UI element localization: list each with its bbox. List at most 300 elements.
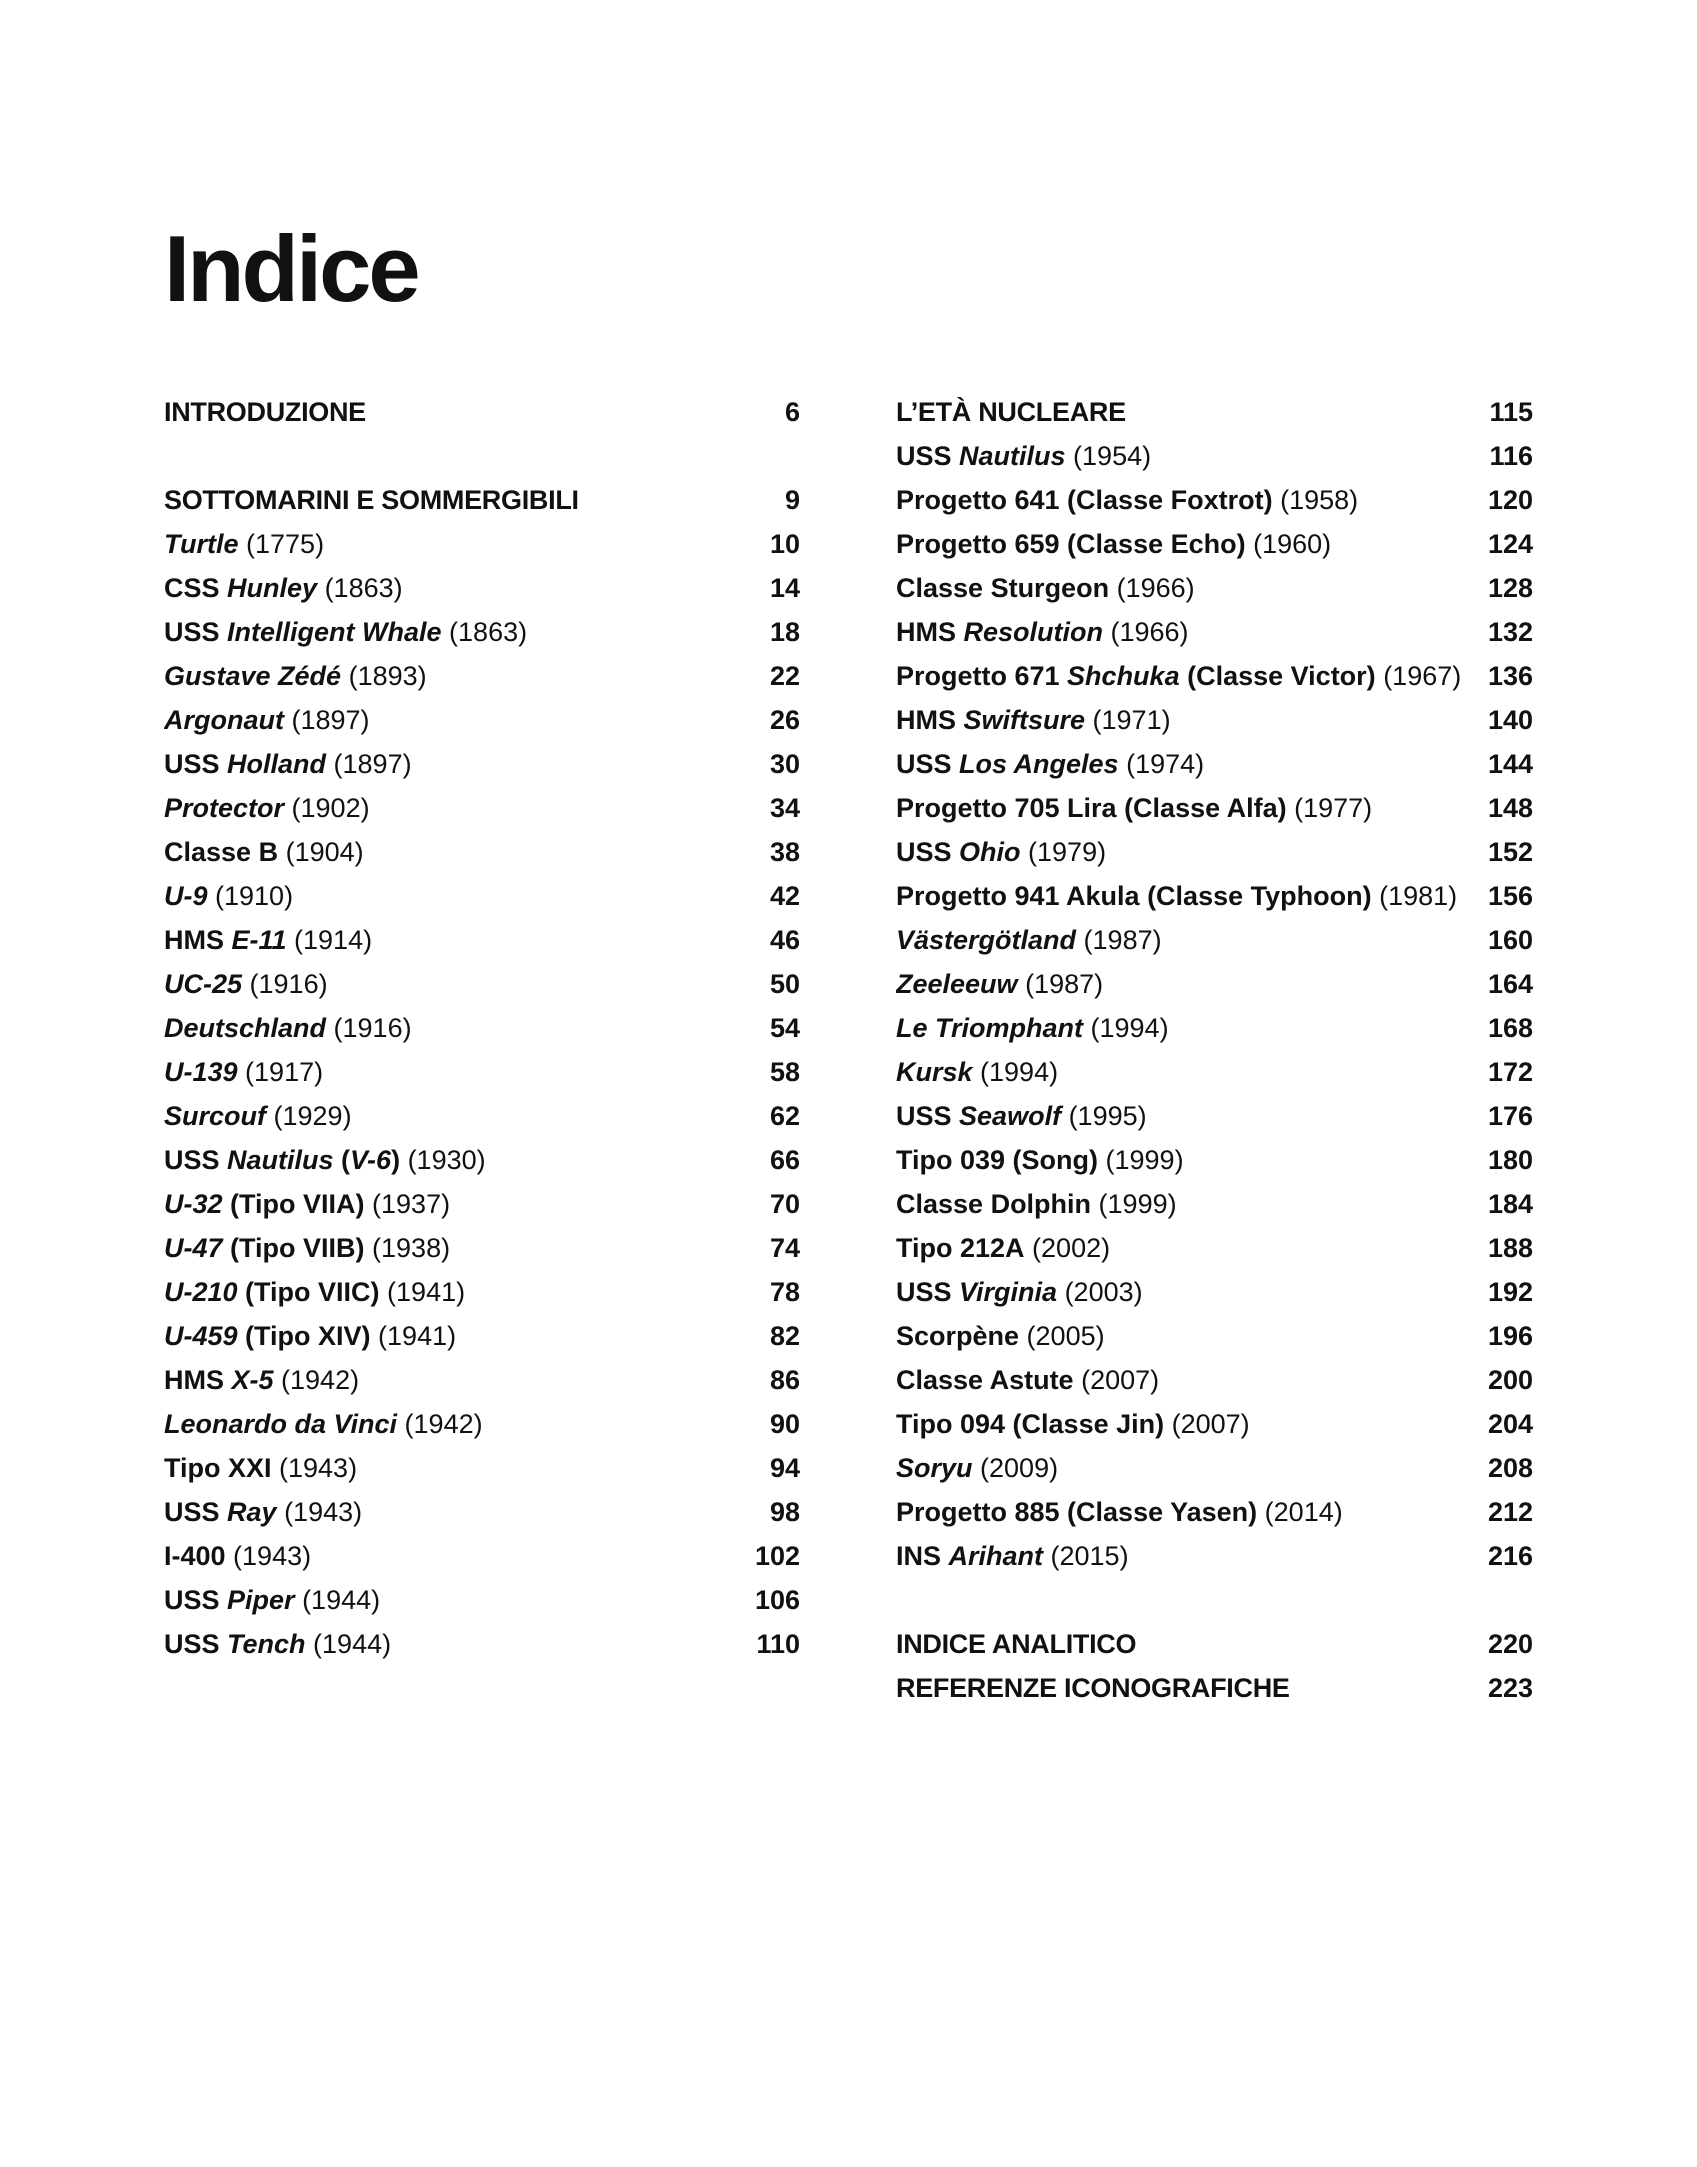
- toc-title-segment: USS: [164, 1629, 228, 1659]
- toc-title-segment: Le Triomphant: [896, 1013, 1084, 1043]
- toc-entry-row: [164, 1622, 800, 1666]
- toc-page-number: 62: [769, 1101, 800, 1131]
- toc-spacer: [896, 1578, 1533, 1622]
- toc-entry-row: [896, 1534, 1533, 1578]
- toc-page-number: 102: [754, 1541, 800, 1571]
- toc-title-segment: (1974): [1118, 749, 1205, 779]
- toc-title-segment: USS: [896, 1101, 960, 1131]
- toc-page-number: 6: [784, 397, 800, 427]
- toc-title-segment: (1941): [379, 1277, 466, 1307]
- toc-left-column: [164, 390, 800, 1666]
- toc-title-segment: (1994): [972, 1057, 1059, 1087]
- toc-right-column: [896, 390, 1533, 1710]
- toc-page-number: 132: [1487, 617, 1533, 647]
- toc-title-segment: L’ETÀ NUCLEARE: [896, 397, 1126, 427]
- toc-title-segment: I-400: [164, 1541, 226, 1571]
- toc-title-segment: (2005): [1019, 1321, 1105, 1351]
- toc-title-segment: Tipo 094 (Classe Jin): [896, 1409, 1165, 1439]
- toc-entry-title: [896, 1182, 1177, 1226]
- toc-title-segment: (1938): [364, 1233, 451, 1263]
- toc-page-number: 188: [1487, 1233, 1533, 1263]
- toc-title-segment: (2007): [1164, 1409, 1250, 1439]
- toc-title-segment: ): [391, 1145, 401, 1175]
- toc-title-segment: (1977): [1286, 793, 1373, 823]
- toc-title-segment: (1893): [341, 661, 427, 691]
- toc-title-segment: USS: [896, 1277, 960, 1307]
- toc-entry-title: [164, 478, 579, 522]
- toc-title-segment: (Tipo XIV): [237, 1321, 371, 1351]
- toc-entry-row: [896, 1138, 1533, 1182]
- toc-title-segment: Leonardo da Vinci: [164, 1409, 398, 1439]
- toc-entry-row: [164, 1270, 800, 1314]
- toc-page-number: 184: [1487, 1189, 1533, 1219]
- toc-page-number: 180: [1487, 1145, 1533, 1175]
- toc-page-number: 54: [769, 1013, 800, 1043]
- toc-title-segment: (1937): [364, 1189, 451, 1219]
- toc-title-segment: Progetto 705 Lira (Classe Alfa): [896, 793, 1287, 823]
- toc-section-row: [164, 478, 800, 522]
- toc-title-segment: X-5: [231, 1365, 274, 1395]
- toc-title-segment: (1897): [326, 749, 412, 779]
- toc-entry-title: [164, 1402, 483, 1446]
- toc-title-segment: Tipo 039 (Song): [896, 1145, 1099, 1175]
- toc-entry-title: [896, 698, 1171, 742]
- toc-entry-row: [896, 1182, 1533, 1226]
- toc-entry-title: [896, 522, 1331, 566]
- toc-page-number: 26: [769, 705, 800, 735]
- toc-page-number: 58: [769, 1057, 800, 1087]
- toc-title-segment: (1910): [207, 881, 294, 911]
- toc-entry-row: [164, 522, 800, 566]
- toc-entry-title: [896, 1402, 1250, 1446]
- toc-title-segment: Turtle: [164, 529, 239, 559]
- toc-title-segment: (1943): [276, 1497, 363, 1527]
- toc-entry-row: [164, 1446, 800, 1490]
- toc-title-segment: (1902): [284, 793, 370, 823]
- toc-section-row: [896, 1622, 1533, 1666]
- toc-entry-row: [896, 654, 1533, 698]
- toc-title-segment: Protector: [164, 793, 285, 823]
- toc-entry-title: [164, 1094, 352, 1138]
- toc-title-segment: (1987): [1017, 969, 1104, 999]
- toc-entry-title: [164, 1182, 450, 1226]
- toc-title-segment: Progetto 885 (Classe Yasen): [896, 1497, 1258, 1527]
- toc-entry-row: [164, 1138, 800, 1182]
- toc-title-segment: HMS: [164, 1365, 232, 1395]
- toc-title-segment: (1904): [278, 837, 364, 867]
- toc-entry-title: [164, 390, 366, 434]
- toc-page-number: 172: [1487, 1057, 1533, 1087]
- toc-title-segment: Argonaut: [164, 705, 284, 735]
- toc-entry-title: [896, 1226, 1110, 1270]
- toc-page-number: 46: [769, 925, 800, 955]
- toc-entry-row: [896, 698, 1533, 742]
- toc-entry-title: [164, 1358, 359, 1402]
- toc-entry-title: [164, 1490, 362, 1534]
- toc-title-segment: HMS: [164, 925, 232, 955]
- toc-entry-row: [896, 522, 1533, 566]
- toc-page-number: 9: [784, 485, 800, 515]
- toc-title-segment: USS: [164, 1497, 228, 1527]
- toc-title-segment: (1943): [225, 1541, 312, 1571]
- toc-title-segment: Resolution: [963, 617, 1103, 647]
- toc-page-number: 168: [1487, 1013, 1533, 1043]
- toc-title-segment: USS: [896, 749, 960, 779]
- toc-title-segment: (2009): [972, 1453, 1059, 1483]
- toc-title-segment: U-139: [164, 1057, 238, 1087]
- toc-title-segment: Kursk: [896, 1057, 973, 1087]
- toc-title-segment: (1941): [370, 1321, 457, 1351]
- toc-entry-title: [164, 698, 370, 742]
- toc-entry-row: [164, 962, 800, 1006]
- toc-page-number: 120: [1487, 485, 1533, 515]
- toc-page-number: 192: [1487, 1277, 1533, 1307]
- toc-title-segment: Intelligent Whale: [227, 617, 442, 647]
- toc-title-segment: (1971): [1085, 705, 1171, 735]
- toc-title-segment: (1995): [1061, 1101, 1147, 1131]
- toc-title-segment: (2015): [1043, 1541, 1129, 1571]
- toc-page-number: 216: [1487, 1541, 1533, 1571]
- toc-page-number: 148: [1487, 793, 1533, 823]
- toc-section-row: [896, 1666, 1533, 1710]
- toc-entry-row: [896, 1226, 1533, 1270]
- toc-title-segment: REFERENZE ICONOGRAFICHE: [896, 1673, 1290, 1703]
- toc-entry-title: [164, 522, 324, 566]
- toc-page-number: 200: [1487, 1365, 1533, 1395]
- toc-entry-title: [896, 1006, 1169, 1050]
- toc-entry-row: [164, 1358, 800, 1402]
- toc-page-number: 124: [1487, 529, 1533, 559]
- toc-title-segment: Västergötland: [896, 925, 1077, 955]
- toc-title-segment: Nautilus: [959, 441, 1066, 471]
- toc-entry-title: [896, 874, 1457, 918]
- toc-title-segment: UC-25: [164, 969, 243, 999]
- toc-entry-title: [896, 1138, 1184, 1182]
- toc-page-number: 144: [1487, 749, 1533, 779]
- toc-page-number: 128: [1487, 573, 1533, 603]
- toc-entry-row: [896, 1094, 1533, 1138]
- toc-title-segment: Soryu: [896, 1453, 973, 1483]
- toc-page-number: 196: [1487, 1321, 1533, 1351]
- toc-entry-row: [896, 1490, 1533, 1534]
- toc-title-segment: Deutschland: [164, 1013, 327, 1043]
- toc-entry-row: [164, 1578, 800, 1622]
- toc-entry-title: [896, 654, 1461, 698]
- toc-page-number: 50: [769, 969, 800, 999]
- toc-title-segment: INDICE ANALITICO: [896, 1629, 1137, 1659]
- toc-entry-row: [896, 830, 1533, 874]
- toc-title-segment: (1944): [294, 1585, 381, 1615]
- toc-title-segment: Classe Sturgeon: [896, 573, 1110, 603]
- toc-entry-title: [164, 566, 403, 610]
- toc-title-segment: Progetto 659 (Classe Echo): [896, 529, 1246, 559]
- toc-page-number: 98: [769, 1497, 800, 1527]
- toc-entry-row: [896, 1314, 1533, 1358]
- toc-title-segment: (1967): [1375, 661, 1462, 691]
- toc-entry-title: [164, 742, 412, 786]
- toc-page-number: 208: [1487, 1453, 1533, 1483]
- toc-entry-row: [164, 742, 800, 786]
- toc-entry-row: [896, 962, 1533, 1006]
- toc-title-segment: (2003): [1057, 1277, 1143, 1307]
- toc-entry-row: [896, 610, 1533, 654]
- toc-title-segment: (1914): [286, 925, 373, 955]
- toc-section-row: [164, 390, 800, 434]
- toc-title-segment: Scorpène: [896, 1321, 1020, 1351]
- toc-entry-title: [896, 566, 1195, 610]
- toc-entry-row: [164, 786, 800, 830]
- toc-entry-row: [164, 1534, 800, 1578]
- toc-entry-title: [164, 654, 427, 698]
- toc-title-segment: USS: [164, 749, 228, 779]
- toc-entry-title: [164, 874, 293, 918]
- toc-title-segment: Holland: [227, 749, 327, 779]
- toc-entry-title: [164, 1138, 486, 1182]
- toc-title-segment: SOTTOMARINI E SOMMERGIBILI: [164, 485, 579, 515]
- toc-title-segment: (2014): [1257, 1497, 1343, 1527]
- toc-spacer: [164, 434, 800, 478]
- toc-page-number: 74: [769, 1233, 800, 1263]
- toc-entry-row: [164, 1094, 800, 1138]
- toc-entry-title: [896, 1666, 1290, 1710]
- toc-entry-title: [164, 786, 370, 830]
- toc-page-number: 223: [1487, 1673, 1533, 1703]
- toc-title-segment: (1930): [400, 1145, 486, 1175]
- toc-entry-row: [164, 610, 800, 654]
- toc-title-segment: (1999): [1098, 1145, 1184, 1175]
- toc-title-segment: E-11: [231, 925, 287, 955]
- toc-entry-title: [896, 610, 1189, 654]
- toc-title-segment: Gustave Zédé: [164, 661, 342, 691]
- toc-title-segment: (1960): [1245, 529, 1332, 559]
- toc-page-number: 110: [756, 1629, 800, 1659]
- toc-entry-title: [164, 610, 527, 654]
- toc-entry-title: [164, 1270, 465, 1314]
- toc-title-segment: INS: [896, 1541, 949, 1571]
- toc-page-number: 106: [754, 1585, 800, 1615]
- toc-entry-row: [164, 1006, 800, 1050]
- toc-page-number: 152: [1487, 837, 1533, 867]
- toc-section-row: [896, 390, 1533, 434]
- toc-title-segment: (1942): [273, 1365, 360, 1395]
- toc-title-segment: (1999): [1091, 1189, 1177, 1219]
- toc-title-segment: Los Angeles: [959, 749, 1119, 779]
- toc-entry-row: [896, 478, 1533, 522]
- toc-title-segment: Arihant: [948, 1541, 1044, 1571]
- toc-entry-title: [896, 1622, 1136, 1666]
- toc-title-segment: USS: [164, 1585, 228, 1615]
- toc-title-segment: Classe B: [164, 837, 279, 867]
- toc-title-segment: Progetto 671: [896, 661, 1068, 691]
- toc-entry-row: [164, 566, 800, 610]
- toc-title-segment: Progetto 641 (Classe Foxtrot): [896, 485, 1273, 515]
- toc-title-segment: Piper: [227, 1585, 295, 1615]
- toc-title-segment: (Tipo VIIA): [222, 1189, 365, 1219]
- toc-entry-title: [896, 786, 1372, 830]
- toc-title-segment: (1942): [397, 1409, 483, 1439]
- toc-entry-row: [896, 566, 1533, 610]
- toc-title-segment: Ray: [227, 1497, 277, 1527]
- toc-title-segment: (1979): [1020, 837, 1107, 867]
- toc-title-segment: V-6: [350, 1145, 392, 1175]
- toc-entry-title: [896, 1314, 1105, 1358]
- toc-title-segment: (1987): [1076, 925, 1162, 955]
- toc-entry-row: [896, 918, 1533, 962]
- toc-title-segment: U-47: [164, 1233, 223, 1263]
- toc-title-segment: Classe Dolphin: [896, 1189, 1092, 1219]
- toc-title-segment: HMS: [896, 705, 964, 735]
- toc-title-segment: USS: [164, 617, 228, 647]
- toc-title-segment: (1897): [283, 705, 370, 735]
- toc-title-segment: U-210: [164, 1277, 238, 1307]
- toc-entry-title: [896, 1534, 1129, 1578]
- toc-page-number: 22: [769, 661, 800, 691]
- toc-page-number: 94: [769, 1453, 800, 1483]
- toc-title-segment: Tipo 212A: [896, 1233, 1025, 1263]
- toc-entry-row: [164, 1314, 800, 1358]
- toc-page-number: 70: [769, 1189, 800, 1219]
- toc-entry-title: [896, 830, 1106, 874]
- toc-title-segment: Surcouf: [164, 1101, 267, 1131]
- toc-title-segment: (1929): [266, 1101, 352, 1131]
- toc-entry-title: [896, 1446, 1058, 1490]
- toc-title-segment: (1916): [326, 1013, 412, 1043]
- toc-entry-title: [164, 962, 328, 1006]
- toc-title-segment: (1981): [1371, 881, 1458, 911]
- toc-page-number: 78: [769, 1277, 800, 1307]
- toc-page-number: 90: [769, 1409, 800, 1439]
- toc-title-segment: Virginia: [959, 1277, 1058, 1307]
- toc-title-segment: Hunley: [227, 573, 318, 603]
- toc-title-segment: Zeeleeuw: [896, 969, 1018, 999]
- toc-title-segment: (1863): [317, 573, 403, 603]
- toc-entry-title: [896, 962, 1103, 1006]
- toc-title-segment: INTRODUZIONE: [164, 397, 366, 427]
- toc-title-segment: (1863): [441, 617, 528, 647]
- toc-entry-title: [896, 918, 1162, 962]
- toc-title-segment: USS: [896, 441, 960, 471]
- toc-entry-row: [164, 830, 800, 874]
- toc-page-number: 116: [1489, 441, 1533, 471]
- toc-entry-title: [164, 1314, 456, 1358]
- toc-entry-title: [164, 830, 364, 874]
- toc-entry-title: [896, 478, 1358, 522]
- toc-entry-row: [164, 874, 800, 918]
- toc-page-number: 30: [769, 749, 800, 779]
- toc-title-segment: Ohio: [959, 837, 1021, 867]
- toc-title-segment: (1966): [1109, 573, 1195, 603]
- toc-page-number: 42: [769, 881, 800, 911]
- toc-entry-title: [164, 1534, 311, 1578]
- toc-entry-row: [164, 698, 800, 742]
- page-title: Indice: [164, 216, 418, 321]
- toc-entry-title: [164, 918, 372, 962]
- toc-entry-title: [164, 1446, 357, 1490]
- toc-title-segment: U-32: [164, 1189, 223, 1219]
- toc-title-segment: Swiftsure: [963, 705, 1086, 735]
- toc-entry-row: [164, 1050, 800, 1094]
- toc-entry-title: [896, 434, 1151, 478]
- toc-page-number: 136: [1487, 661, 1533, 691]
- toc-title-segment: (1916): [242, 969, 328, 999]
- toc-title-segment: Tipo XXI: [164, 1453, 272, 1483]
- toc-title-segment: (1954): [1065, 441, 1152, 471]
- toc-title-segment: (2002): [1024, 1233, 1111, 1263]
- toc-entry-row: [896, 1402, 1533, 1446]
- toc-title-segment: Progetto 941 Akula (Classe Typhoon): [896, 881, 1372, 911]
- toc-page-number: 38: [769, 837, 800, 867]
- toc-page-number: 160: [1487, 925, 1533, 955]
- toc-page-number: 66: [769, 1145, 800, 1175]
- toc-title-segment: (1775): [238, 529, 325, 559]
- toc-title-segment: (Tipo VIIC): [237, 1277, 380, 1307]
- toc-title-segment: (1994): [1083, 1013, 1169, 1043]
- toc-entry-row: [896, 786, 1533, 830]
- toc-entry-title: [896, 1050, 1058, 1094]
- toc-entry-row: [896, 1270, 1533, 1314]
- toc-entry-row: [896, 1006, 1533, 1050]
- toc-entry-row: [164, 1182, 800, 1226]
- toc-page-number: 10: [769, 529, 800, 559]
- toc-title-segment: USS: [164, 1145, 228, 1175]
- toc-entry-row: [896, 434, 1533, 478]
- toc-title-segment: (: [333, 1145, 351, 1175]
- toc-entry-title: [896, 390, 1126, 434]
- toc-entry-row: [896, 742, 1533, 786]
- toc-title-segment: HMS: [896, 617, 964, 647]
- toc-entry-row: [164, 918, 800, 962]
- toc-entry-title: [164, 1006, 412, 1050]
- toc-title-segment: (Classe Victor): [1179, 661, 1376, 691]
- toc-entry-row: [164, 1490, 800, 1534]
- toc-entry-title: [164, 1050, 323, 1094]
- toc-page-number: 18: [769, 617, 800, 647]
- toc-page-number: 34: [769, 793, 800, 823]
- toc-title-segment: (2007): [1073, 1365, 1160, 1395]
- toc-page-number: 164: [1487, 969, 1533, 999]
- toc-entry-row: [164, 1226, 800, 1270]
- toc-title-segment: Tench: [227, 1629, 306, 1659]
- toc-title-segment: U-9: [164, 881, 208, 911]
- toc-entry-row: [896, 1050, 1533, 1094]
- toc-page-number: 204: [1487, 1409, 1533, 1439]
- toc-entry-row: [896, 874, 1533, 918]
- toc-page-number: 156: [1487, 881, 1533, 911]
- toc-page-number: 86: [769, 1365, 800, 1395]
- toc-title-segment: (1943): [271, 1453, 358, 1483]
- toc-entry-title: [164, 1622, 391, 1666]
- toc-title-segment: (1958): [1272, 485, 1359, 515]
- toc-entry-title: [896, 1270, 1143, 1314]
- toc-title-segment: U-459: [164, 1321, 238, 1351]
- toc-title-segment: Shchuka: [1067, 661, 1180, 691]
- toc-entry-title: [896, 1490, 1343, 1534]
- toc-page-number: 176: [1487, 1101, 1533, 1131]
- toc-title-segment: (1944): [305, 1629, 392, 1659]
- toc-entry-row: [896, 1358, 1533, 1402]
- toc-page-number: 82: [769, 1321, 800, 1351]
- toc-entry-title: [896, 1358, 1159, 1402]
- toc-title-segment: (Tipo VIIB): [222, 1233, 365, 1263]
- toc-page-number: 220: [1487, 1629, 1533, 1659]
- toc-page-number: 140: [1487, 705, 1533, 735]
- toc-title-segment: Classe Astute: [896, 1365, 1074, 1395]
- toc-title-segment: CSS: [164, 573, 228, 603]
- toc-entry-title: [164, 1226, 450, 1270]
- toc-entry-row: [164, 654, 800, 698]
- toc-title-segment: Seawolf: [959, 1101, 1062, 1131]
- toc-title-segment: Nautilus: [227, 1145, 334, 1175]
